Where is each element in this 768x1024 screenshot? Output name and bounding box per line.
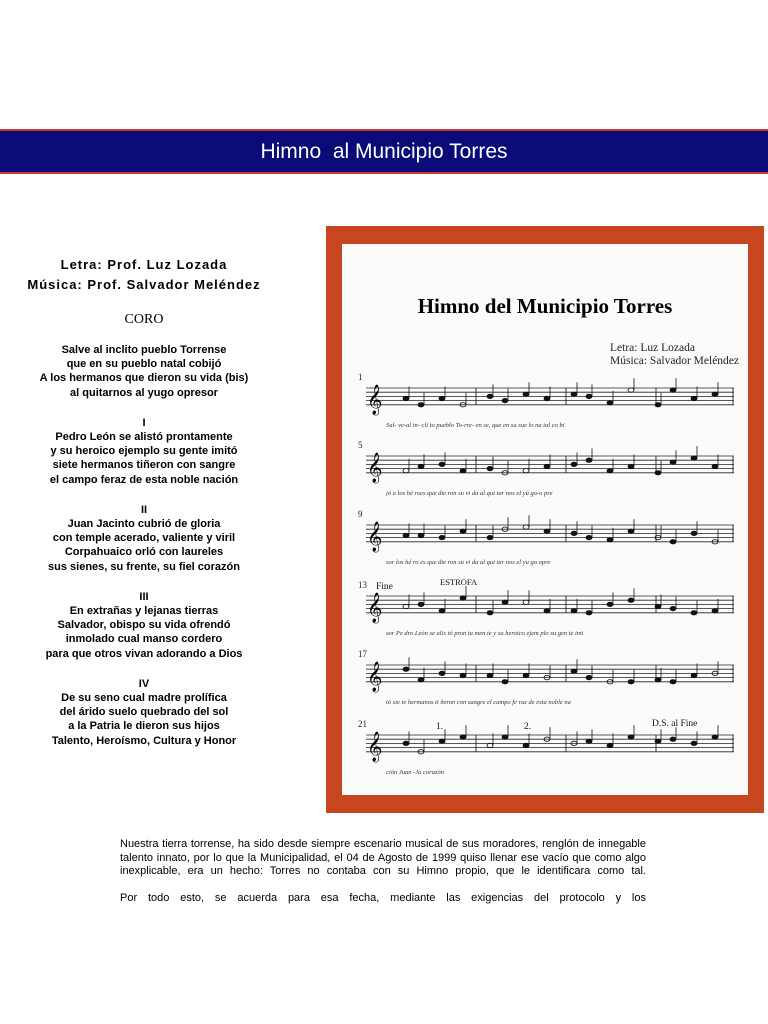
- staff-system: [356, 649, 736, 719]
- note-head: [712, 609, 718, 613]
- stanza-line: Juan Jacinto cubrió de gloria: [67, 518, 221, 531]
- note-head: [607, 602, 613, 606]
- body-text: [120, 838, 646, 918]
- staff: [356, 580, 736, 630]
- note-head: [670, 388, 676, 392]
- lyrics-column: [0, 255, 288, 764]
- treble-clef-icon: 𝄞: [367, 521, 383, 552]
- stanza-line: para que otros vivan adorando a Dios: [45, 647, 243, 660]
- fine-mark: Fine: [376, 582, 393, 592]
- note-head: [523, 392, 529, 396]
- treble-clef-icon: 𝄞: [367, 731, 383, 762]
- note-head: [670, 680, 676, 684]
- note-head: [487, 535, 493, 539]
- score-lyric-line: sor los hé ro es que die ron su vi da al qui tar nos el yu go opre: [386, 559, 551, 566]
- note-head: [544, 529, 550, 533]
- note-head: [655, 678, 661, 682]
- note-head: [607, 469, 613, 473]
- note-head: [418, 602, 424, 606]
- staff: [356, 440, 736, 490]
- note-head: [418, 403, 424, 407]
- paragraph: Nuestra tierra torrense, ha sido desde siempre escenario musical de sus moradores, renglón de innegable talento innato, por lo que la Municipalidad, el 04 de Agosto de 1999 quiso llenar ese vacío que como algo inexplicable, era un hecho: Torres no contaba con su Himno propio, que le identificara como tal.: [120, 838, 646, 878]
- stanza-line: a la Patria le dieron sus hijos: [68, 720, 220, 733]
- score-lyrics-credit: Letra: Luz Lozada: [610, 342, 695, 354]
- note-head: [502, 735, 508, 739]
- note-head: [523, 743, 529, 747]
- bar-number: 17: [358, 649, 367, 659]
- note-head: [544, 396, 550, 400]
- stanza-line: A los hermanos que dieron su vida (bis): [39, 372, 249, 385]
- stanza-line: con temple acerado, valiente y viril: [52, 532, 236, 545]
- stanza-line: siete hermanos tiñeron con sangre: [52, 459, 236, 472]
- note-head: [628, 529, 634, 533]
- note-head: [487, 611, 493, 615]
- note-head: [460, 596, 466, 600]
- sheet-music-image: [326, 226, 764, 813]
- note-head: [460, 469, 466, 473]
- note-head: [403, 667, 409, 671]
- note-head: [418, 464, 424, 468]
- staff: [356, 372, 736, 422]
- stanza-line: inmolado cual manso cordero: [65, 633, 223, 646]
- stanza-line: Salve al inclito pueblo Torrense: [61, 344, 227, 356]
- note-head: [403, 396, 409, 400]
- treble-clef-icon: 𝄞: [367, 661, 383, 692]
- stanza-number: I: [142, 416, 146, 429]
- staff-system: [356, 440, 736, 510]
- stanza-line: Talento, Heroísmo, Cultura y Honor: [51, 734, 237, 747]
- note-head: [670, 606, 676, 610]
- note-head: [607, 743, 613, 747]
- note-head: [691, 531, 697, 535]
- stanza-line: el campo feraz de esta noble nación: [49, 473, 239, 486]
- bar-number: 9: [358, 509, 363, 519]
- page-title: Himno al Municipio Torres: [260, 140, 508, 163]
- music-credit: Música: Prof. Salvador Meléndez: [27, 277, 261, 292]
- stanza-4: [0, 677, 288, 748]
- note-head: [655, 739, 661, 743]
- score-lyric-line: sor Pe dro León se alis tó pron ta men te y su heroico ejem plo su gen te imi: [386, 630, 584, 637]
- note-head: [670, 540, 676, 544]
- stanza-number: IV: [138, 677, 150, 690]
- note-head: [571, 609, 577, 613]
- sheet-music-paper: [342, 244, 748, 795]
- note-head: [586, 675, 592, 679]
- paragraph: Por todo esto, se acuerda para esa fecha, mediante las exigencias del protocolo y los: [120, 891, 646, 904]
- note-head: [607, 538, 613, 542]
- note-head: [607, 401, 613, 405]
- note-head: [571, 392, 577, 396]
- score-lyric-line: tó sie te hermanos ti ñeron con sangre el campo fe raz de esta noble na: [386, 699, 571, 706]
- stanza-line: De su seno cual madre prolífica: [61, 692, 227, 705]
- note-head: [691, 741, 697, 745]
- note-head: [691, 456, 697, 460]
- score-lyric-line: jó a los hé roes que die ron su vi da al qui tar nos el yú go-o pre: [386, 490, 553, 497]
- note-head: [691, 611, 697, 615]
- staff-system: [356, 577, 736, 650]
- note-head: [571, 531, 577, 535]
- note-head: [586, 535, 592, 539]
- stanza-line: y su heroico ejemplo su gente imitó: [50, 445, 238, 458]
- stanza-1: [0, 416, 288, 487]
- chorus-stanza: [0, 343, 288, 400]
- note-head: [418, 678, 424, 682]
- note-head: [712, 464, 718, 468]
- second-ending-mark: 2.: [524, 722, 532, 732]
- note-head: [439, 396, 445, 400]
- first-ending-mark: 1.: [436, 722, 444, 732]
- treble-clef-icon: 𝄞: [367, 592, 383, 623]
- note-head: [628, 735, 634, 739]
- note-head: [628, 680, 634, 684]
- note-head: [487, 743, 493, 747]
- treble-clef-icon: 𝄞: [367, 452, 383, 483]
- note-head: [460, 673, 466, 677]
- note-head: [403, 604, 409, 608]
- note-head: [523, 673, 529, 677]
- note-head: [655, 403, 661, 407]
- title-banner: [0, 129, 768, 174]
- note-head: [502, 398, 508, 402]
- bar-number: 5: [358, 440, 363, 450]
- note-head: [460, 735, 466, 739]
- note-head: [544, 609, 550, 613]
- note-head: [523, 469, 529, 473]
- stanza-line: Pedro León se alistó prontamente: [55, 431, 233, 444]
- note-head: [439, 462, 445, 466]
- note-head: [544, 464, 550, 468]
- treble-clef-icon: 𝄞: [367, 384, 383, 415]
- stanza-line: Salvador, obispo su vida ofrendó: [57, 619, 231, 632]
- note-head: [712, 735, 718, 739]
- note-head: [628, 464, 634, 468]
- note-head: [586, 739, 592, 743]
- note-head: [670, 737, 676, 741]
- stanza-line: En extrañas y lejanas tierras: [69, 605, 219, 618]
- stanza-line: al quitarnos al yugo opresor: [70, 386, 218, 399]
- note-head: [628, 388, 634, 392]
- note-head: [403, 533, 409, 537]
- chorus-title: CORO: [124, 312, 164, 327]
- note-head: [655, 471, 661, 475]
- note-head: [418, 533, 424, 537]
- bar-number: 21: [358, 719, 367, 729]
- note-head: [487, 673, 493, 677]
- note-head: [502, 680, 508, 684]
- note-head: [691, 396, 697, 400]
- staff-system: [356, 509, 736, 579]
- score-lyric-line: Sal- ve-al in- cli to pueblo To-rre- en se, que en su sue lo na tal co bi: [386, 422, 565, 429]
- note-head: [691, 673, 697, 677]
- stanza-2: [0, 503, 288, 574]
- stanza-line: del árido suelo quebrado del sol: [59, 706, 229, 719]
- stanza-line: que en su pueblo natal cobijó: [66, 358, 222, 371]
- staff: [356, 649, 736, 699]
- note-head: [628, 598, 634, 602]
- score-title: Himno del Municipio Torres: [417, 294, 673, 318]
- note-head: [523, 525, 529, 529]
- bar-number: 13: [358, 580, 367, 590]
- staff-system: [356, 719, 736, 789]
- note-head: [670, 460, 676, 464]
- note-head: [439, 609, 445, 613]
- stanza-line: sus sienes, su frente, su fiel corazón: [48, 560, 240, 573]
- note-head: [586, 611, 592, 615]
- note-head: [586, 394, 592, 398]
- note-head: [502, 600, 508, 604]
- note-head: [403, 469, 409, 473]
- staff-system: [356, 372, 736, 442]
- stanza-number: III: [139, 590, 149, 603]
- score-music-credit: Música: Salvador Meléndez: [610, 355, 740, 367]
- score-lyric-line: ción Juan -Ja corazón: [386, 769, 444, 776]
- note-head: [439, 739, 445, 743]
- note-head: [571, 462, 577, 466]
- note-head: [523, 600, 529, 604]
- note-head: [586, 458, 592, 462]
- note-head: [487, 466, 493, 470]
- note-head: [571, 669, 577, 673]
- stanza-line: Corpahuaico orló con laureles: [64, 546, 224, 559]
- bar-number: 1: [358, 372, 363, 382]
- ds-al-fine-mark: D.S. al Fine: [652, 719, 698, 729]
- note-head: [712, 392, 718, 396]
- stanza-number: II: [140, 503, 148, 516]
- note-head: [439, 535, 445, 539]
- note-head: [460, 529, 466, 533]
- estrofa-mark: ESTROFA: [440, 577, 478, 587]
- stanza-3: [0, 590, 288, 661]
- note-head: [403, 741, 409, 745]
- note-head: [487, 394, 493, 398]
- staff: [356, 509, 736, 559]
- lyrics-credit: Letra: Prof. Luz Lozada: [60, 257, 228, 272]
- note-head: [439, 671, 445, 675]
- note-head: [655, 604, 661, 608]
